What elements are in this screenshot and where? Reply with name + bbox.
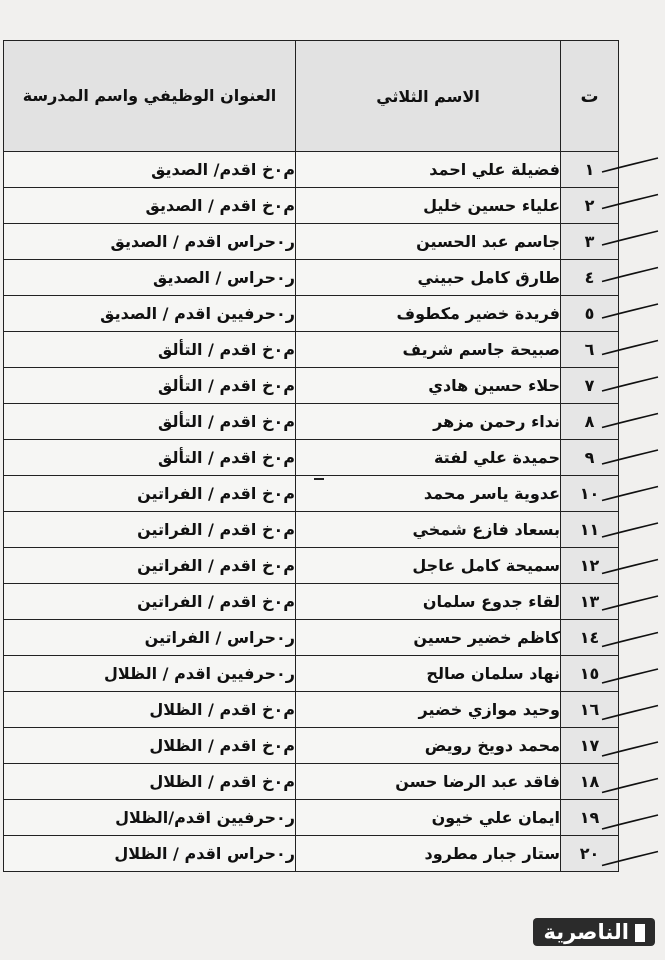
table-row bbox=[4, 476, 619, 512]
row-job-title-school: م٠خ اقدم/ الصديق bbox=[4, 152, 296, 188]
pen-tick bbox=[602, 487, 658, 501]
row-job-title-school: م٠خ اقدم / الفراتين bbox=[4, 548, 296, 584]
row-number: ١٦ bbox=[561, 692, 619, 728]
row-job-title-school: ر٠حراس اقدم / الصديق bbox=[4, 224, 296, 260]
row-job-title-school: ر٠حرفيين اقدم/الظلال bbox=[4, 800, 296, 836]
table-row bbox=[4, 656, 619, 692]
pen-tick-marks bbox=[600, 150, 665, 890]
pen-tick bbox=[602, 596, 658, 610]
table-row bbox=[4, 836, 619, 872]
row-number: ٣ bbox=[561, 224, 619, 260]
pen-tick bbox=[602, 852, 658, 866]
row-job-title-school: م٠خ اقدم / الفراتين bbox=[4, 476, 296, 512]
row-job-title-school: ر٠حرفيين اقدم / الظلال bbox=[4, 656, 296, 692]
row-full-name: لقاء جدوع سلمان bbox=[296, 584, 561, 620]
row-full-name: ايمان علي خيون bbox=[296, 800, 561, 836]
row-job-title-school: م٠خ اقدم / الظلال bbox=[4, 764, 296, 800]
row-number: ١٩ bbox=[561, 800, 619, 836]
table-row bbox=[4, 584, 619, 620]
row-number: ١١ bbox=[561, 512, 619, 548]
table-row bbox=[4, 728, 619, 764]
row-number: ١٢ bbox=[561, 548, 619, 584]
table-row bbox=[4, 404, 619, 440]
row-job-title-school: ر٠حرفيين اقدم / الصديق bbox=[4, 296, 296, 332]
pen-dash-mark bbox=[314, 478, 324, 480]
table-row bbox=[4, 764, 619, 800]
row-job-title-school: م٠خ اقدم / التألق bbox=[4, 368, 296, 404]
pen-tick bbox=[602, 669, 658, 683]
row-number: ٨ bbox=[561, 404, 619, 440]
table-row bbox=[4, 368, 619, 404]
pen-tick bbox=[602, 341, 658, 355]
table-row bbox=[4, 332, 619, 368]
row-number: ١٠ bbox=[561, 476, 619, 512]
row-number: ١٥ bbox=[561, 656, 619, 692]
table-row bbox=[4, 260, 619, 296]
row-full-name: وحيد موازي خضير bbox=[296, 692, 561, 728]
pen-tick bbox=[602, 706, 658, 720]
row-full-name: سميحة كامل عاجل bbox=[296, 548, 561, 584]
header-full-name: الاسم الثلاثي bbox=[296, 41, 561, 152]
row-full-name: عدوية ياسر محمد bbox=[296, 476, 561, 512]
pen-tick bbox=[602, 158, 658, 172]
row-number: ١٨ bbox=[561, 764, 619, 800]
pen-tick bbox=[602, 414, 658, 428]
row-job-title-school: م٠خ اقدم / التألق bbox=[4, 440, 296, 476]
row-number: ٢٠ bbox=[561, 836, 619, 872]
row-number: ٢ bbox=[561, 188, 619, 224]
table-row bbox=[4, 296, 619, 332]
pen-tick bbox=[602, 560, 658, 574]
row-full-name: فريدة خضير مكطوف bbox=[296, 296, 561, 332]
row-job-title-school: م٠خ اقدم / التألق bbox=[4, 404, 296, 440]
row-full-name: نهاد سلمان صالح bbox=[296, 656, 561, 692]
row-job-title-school: م٠خ اقدم / الفراتين bbox=[4, 584, 296, 620]
row-job-title-school: م٠خ اقدم / الظلال bbox=[4, 728, 296, 764]
pen-tick bbox=[602, 815, 658, 829]
table-row bbox=[4, 512, 619, 548]
cropped-top-text bbox=[0, 0, 90, 10]
pen-tick bbox=[602, 523, 658, 537]
row-job-title-school: ر٠حراس / الفراتين bbox=[4, 620, 296, 656]
row-number: ٧ bbox=[561, 368, 619, 404]
row-number: ١ bbox=[561, 152, 619, 188]
pen-tick bbox=[602, 304, 658, 318]
row-full-name: حميدة علي لفتة bbox=[296, 440, 561, 476]
employee-table bbox=[3, 40, 619, 872]
row-job-title-school: م٠خ اقدم / التألق bbox=[4, 332, 296, 368]
pen-tick bbox=[602, 231, 658, 245]
row-full-name: فضيلة علي احمد bbox=[296, 152, 561, 188]
table-row bbox=[4, 440, 619, 476]
table-row bbox=[4, 620, 619, 656]
pen-tick bbox=[602, 268, 658, 282]
row-job-title-school: ر٠حراس اقدم / الظلال bbox=[4, 836, 296, 872]
row-number: ٤ bbox=[561, 260, 619, 296]
table-header-row bbox=[4, 41, 619, 152]
pen-tick bbox=[602, 195, 658, 209]
row-number: ٩ bbox=[561, 440, 619, 476]
row-full-name: بسعاد فازع شمخي bbox=[296, 512, 561, 548]
row-job-title-school: ر٠حراس / الصديق bbox=[4, 260, 296, 296]
table-row bbox=[4, 152, 619, 188]
pen-tick bbox=[602, 450, 658, 464]
header-job-title-school: العنوان الوظيفي واسم المدرسة bbox=[4, 41, 296, 152]
row-number: ٥ bbox=[561, 296, 619, 332]
table-row bbox=[4, 188, 619, 224]
row-full-name: جاسم عبد الحسين bbox=[296, 224, 561, 260]
pen-tick bbox=[602, 779, 658, 793]
row-full-name: علياء حسين خليل bbox=[296, 188, 561, 224]
row-full-name: فاقد عبد الرضا حسن bbox=[296, 764, 561, 800]
row-number: ١٣ bbox=[561, 584, 619, 620]
table-row bbox=[4, 800, 619, 836]
table-row bbox=[4, 692, 619, 728]
row-number: ٦ bbox=[561, 332, 619, 368]
table-row bbox=[4, 224, 619, 260]
site-watermark-logo: الناصرية bbox=[533, 918, 655, 946]
row-number: ١٧ bbox=[561, 728, 619, 764]
row-number: ١٤ bbox=[561, 620, 619, 656]
table-row bbox=[4, 548, 619, 584]
pen-tick bbox=[602, 633, 658, 647]
row-full-name: صبيحة جاسم شريف bbox=[296, 332, 561, 368]
header-number: ت bbox=[561, 41, 619, 152]
row-job-title-school: م٠خ اقدم / الصديق bbox=[4, 188, 296, 224]
row-full-name: كاظم خضير حسين bbox=[296, 620, 561, 656]
row-job-title-school: م٠خ اقدم / الظلال bbox=[4, 692, 296, 728]
pen-tick bbox=[602, 377, 658, 391]
row-job-title-school: م٠خ اقدم / الفراتين bbox=[4, 512, 296, 548]
row-full-name: محمد دويخ رويض bbox=[296, 728, 561, 764]
row-full-name: حلاء حسين هادي bbox=[296, 368, 561, 404]
pen-tick bbox=[602, 742, 658, 756]
row-full-name: ستار جبار مطرود bbox=[296, 836, 561, 872]
row-full-name: نداء رحمن مزهر bbox=[296, 404, 561, 440]
row-full-name: طارق كامل حبيني bbox=[296, 260, 561, 296]
